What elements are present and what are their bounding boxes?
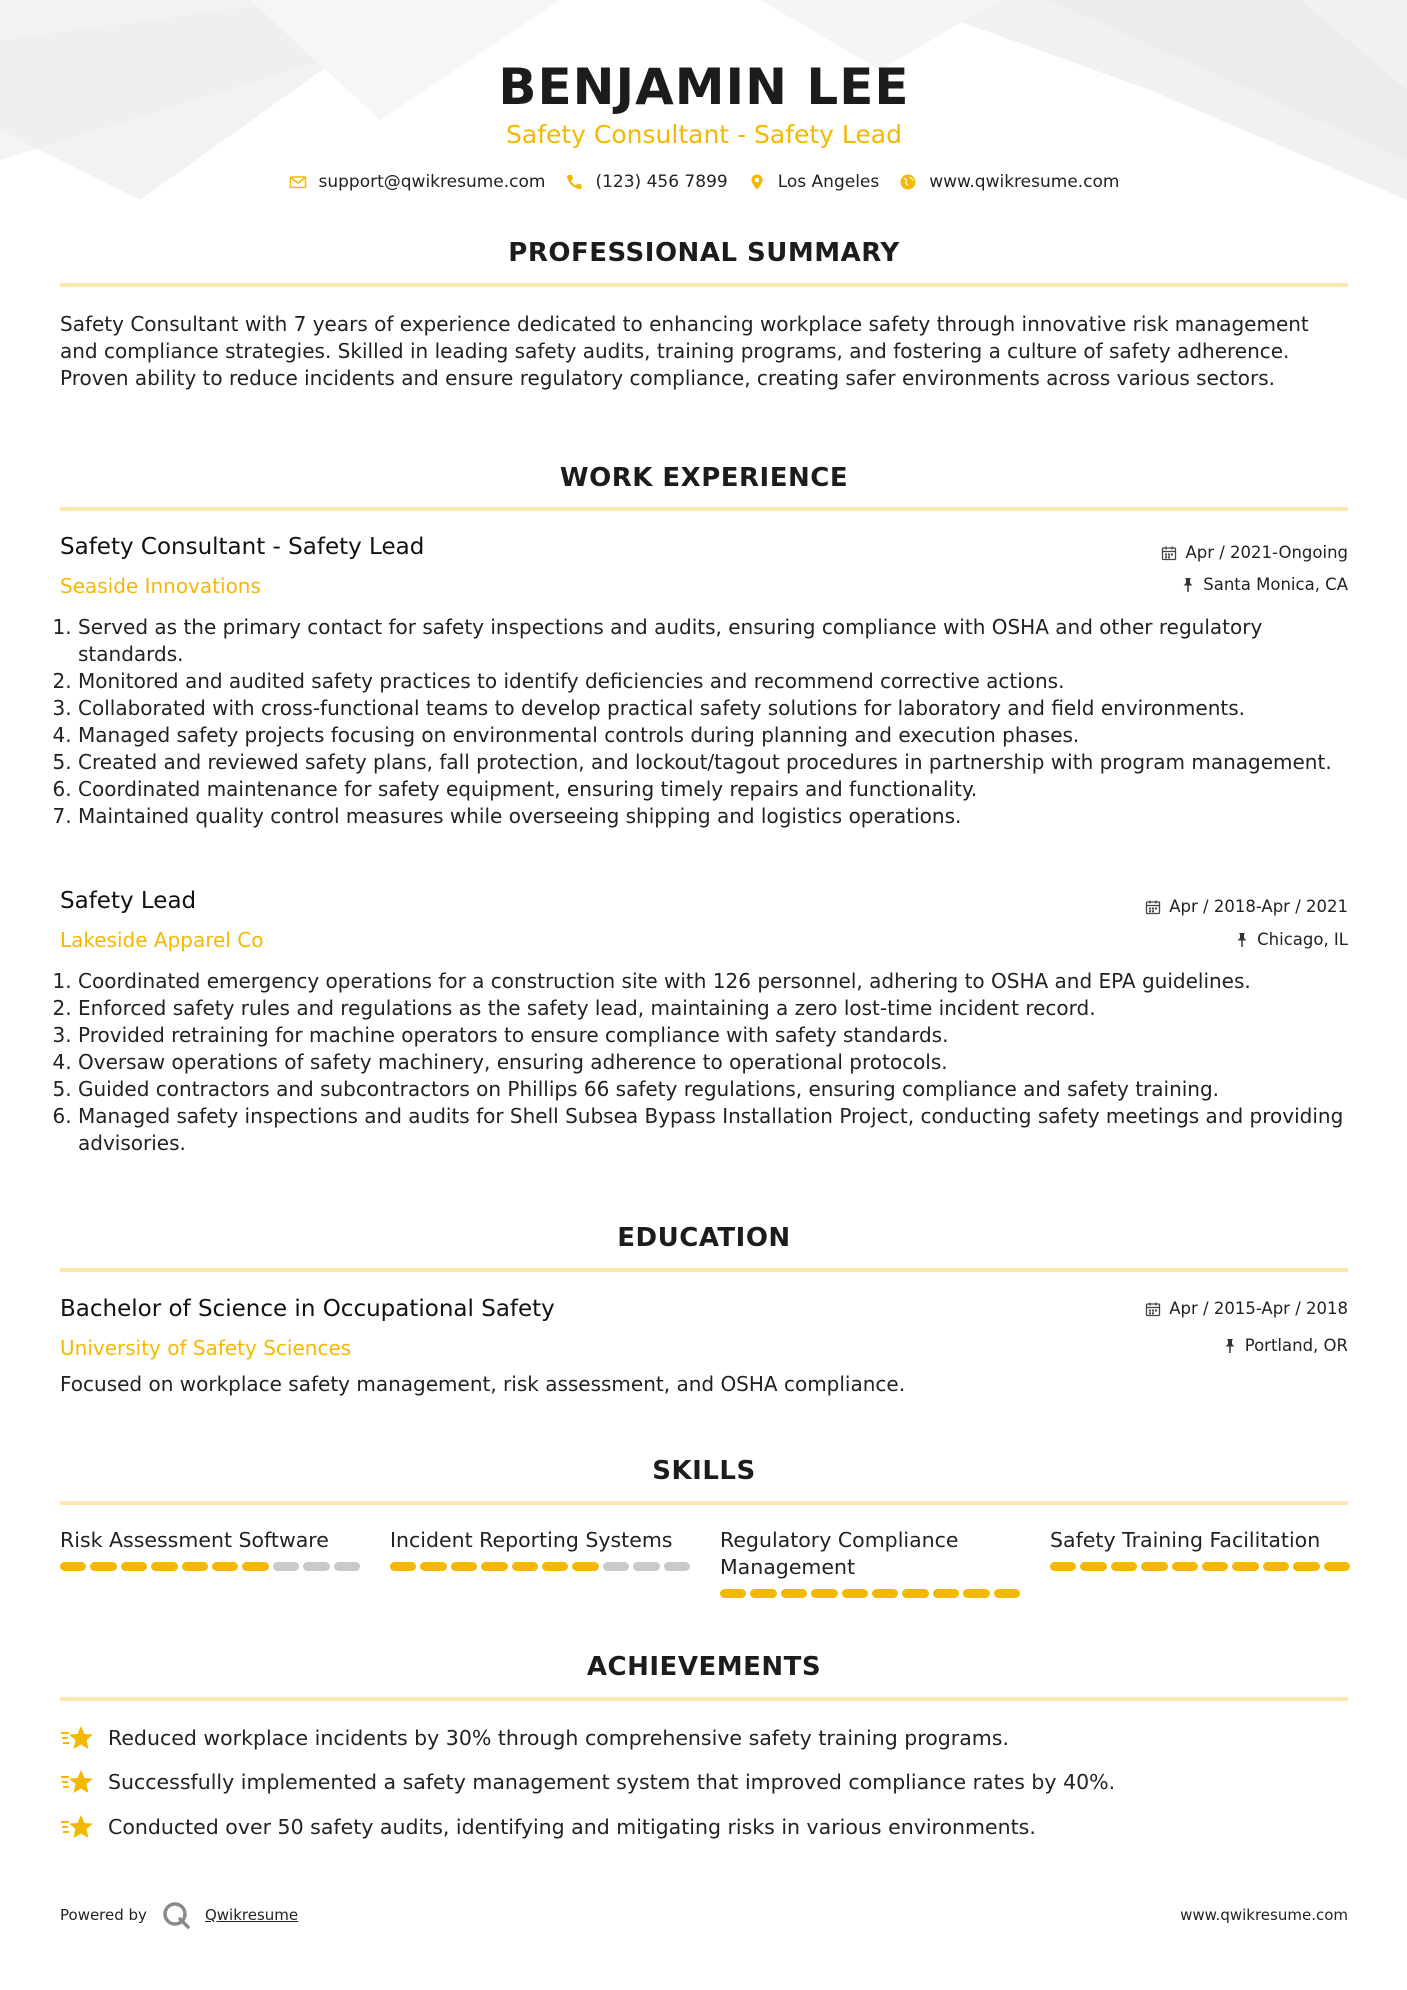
job-location xyxy=(1181,575,1348,594)
skill-level-segment-filled xyxy=(542,1562,568,1571)
footer-branding xyxy=(60,1900,298,1930)
skill-level-segment-empty xyxy=(303,1562,329,1571)
skill-level-segment-filled xyxy=(1050,1562,1076,1571)
calendar-icon xyxy=(1145,899,1161,915)
job-dates-text: Apr / 2018-Apr / 2021 xyxy=(1169,897,1348,916)
skill-level-segment-filled xyxy=(182,1562,208,1571)
experience-divider xyxy=(60,507,1348,511)
powered-by-label: Powered by xyxy=(60,1906,147,1924)
footer-website[interactable]: www.qwikresume.com xyxy=(1180,1906,1348,1924)
contact-email[interactable] xyxy=(289,172,546,192)
phone-text: (123) 456 7899 xyxy=(595,172,728,192)
skill-level-segment-filled xyxy=(121,1562,147,1571)
qwikresume-logo-icon xyxy=(161,1900,191,1930)
job-location-text: Santa Monica, CA xyxy=(1203,575,1348,594)
summary-heading: PROFESSIONAL SUMMARY xyxy=(508,238,900,268)
list-item: 6. Managed safety inspections and audits for Shell Subsea Bypass Installation Project, conducting safety meetings and providing advisories. xyxy=(78,1103,1348,1157)
skill-item xyxy=(720,1527,1020,1598)
skill-level-segment-filled xyxy=(90,1562,116,1571)
pushpin-icon xyxy=(1235,932,1249,948)
candidate-name: BENJAMIN LEE xyxy=(498,58,910,116)
job-location-text: Chicago, IL xyxy=(1257,930,1348,949)
skill-level-bar xyxy=(60,1562,360,1571)
star-icon xyxy=(60,1768,94,1796)
skill-level-segment-filled xyxy=(1202,1562,1228,1571)
skill-item xyxy=(1050,1527,1350,1571)
candidate-headline: Safety Consultant - Safety Lead xyxy=(506,120,902,149)
skill-level-segment-filled xyxy=(572,1562,598,1571)
achievement-item xyxy=(60,1724,1009,1752)
contact-website[interactable] xyxy=(899,172,1119,192)
achievement-text: Successfully implemented a safety management system that improved compliance rates by 40%. xyxy=(108,1770,1116,1794)
skill-level-segment-filled xyxy=(451,1562,477,1571)
skill-level-segment-filled xyxy=(872,1589,898,1598)
skill-name: Safety Training Facilitation xyxy=(1050,1528,1321,1552)
skill-level-segment-filled xyxy=(481,1562,507,1571)
list-item: 2. Enforced safety rules and regulations as the safety lead, maintaining a zero lost-time incident record. xyxy=(78,995,1348,1022)
globe-icon xyxy=(899,173,917,191)
list-item: 5. Created and reviewed safety plans, fall protection, and lockout/tagout procedures in partnership with program management. xyxy=(78,749,1348,776)
achievement-item xyxy=(60,1813,1036,1841)
job-dates-text: Apr / 2021-Ongoing xyxy=(1185,543,1348,562)
job-dates xyxy=(1161,543,1348,562)
skill-level-segment-filled xyxy=(933,1589,959,1598)
skill-level-segment-filled xyxy=(1172,1562,1198,1571)
list-item: 1. Coordinated emergency operations for a construction site with 126 personnel, adhering to OSHA and EPA guidelines. xyxy=(78,968,1348,995)
achievement-text: Reduced workplace incidents by 30% through comprehensive safety training programs. xyxy=(108,1726,1009,1750)
job-title: Safety Consultant - Safety Lead xyxy=(60,534,425,560)
summary-divider xyxy=(60,283,1348,287)
contact-location xyxy=(748,172,880,192)
skill-level-segment-empty xyxy=(334,1562,360,1571)
summary-text: Safety Consultant with 7 years of experience dedicated to enhancing workplace safety through innovative risk management and compliance strategies. Skilled in leading safety audits, training programs, and fostering a culture of safety adherence. Proven ability to reduce incidents and ensure regulatory compliance, creating safer environments across various sectors. xyxy=(60,312,1309,390)
list-item: 7. Maintained quality control measures while overseeing shipping and logistics operations. xyxy=(78,803,1348,830)
calendar-icon xyxy=(1161,545,1177,561)
list-item: 2. Monitored and audited safety practices to identify deficiencies and recommend corrective actions. xyxy=(78,668,1348,695)
skill-level-segment-empty xyxy=(273,1562,299,1571)
calendar-icon xyxy=(1145,1301,1161,1317)
skill-level-segment-empty xyxy=(664,1562,690,1571)
achievement-text: Conducted over 50 safety audits, identifying and mitigating risks in various environments. xyxy=(108,1815,1036,1839)
skill-level-segment-filled xyxy=(60,1562,86,1571)
skill-level-segment-filled xyxy=(781,1589,807,1598)
list-item: 1. Served as the primary contact for safety inspections and audits, ensuring compliance with OSHA and other regulatory standards. xyxy=(78,614,1348,668)
skill-level-segment-filled xyxy=(750,1589,776,1598)
experience-heading: WORK EXPERIENCE xyxy=(559,463,849,493)
degree-title: Bachelor of Science in Occupational Safety xyxy=(60,1296,555,1322)
list-item: 3. Collaborated with cross-functional teams to develop practical safety solutions for laboratory and field environments. xyxy=(78,695,1348,722)
skill-level-segment-filled xyxy=(1141,1562,1167,1571)
skill-level-segment-filled xyxy=(994,1589,1020,1598)
skill-name: Risk Assessment Software xyxy=(60,1528,329,1552)
skill-name: Incident Reporting Systems xyxy=(390,1528,673,1552)
job-responsibilities xyxy=(60,968,1348,1157)
job-location xyxy=(1235,930,1348,949)
pushpin-icon xyxy=(1181,577,1195,593)
skill-level-segment-filled xyxy=(212,1562,238,1571)
education-description: Focused on workplace safety management, risk assessment, and OSHA compliance. xyxy=(60,1372,906,1396)
education-heading: EDUCATION xyxy=(617,1223,791,1253)
job-title: Safety Lead xyxy=(60,888,197,914)
education-location-text: Portland, OR xyxy=(1244,1336,1348,1355)
skill-level-segment-filled xyxy=(512,1562,538,1571)
phone-icon xyxy=(565,173,583,191)
qwikresume-link[interactable]: Qwikresume xyxy=(204,1906,299,1924)
achievement-item xyxy=(60,1768,1115,1796)
skill-level-segment-filled xyxy=(1232,1562,1258,1571)
list-item: 5. Guided contractors and subcontractors on Phillips 66 safety regulations, ensuring compliance and safety training. xyxy=(78,1076,1348,1103)
skill-level-segment-filled xyxy=(811,1589,837,1598)
job-company: Seaside Innovations xyxy=(60,574,261,598)
star-icon xyxy=(60,1724,94,1752)
skill-level-segment-empty xyxy=(603,1562,629,1571)
education-divider xyxy=(60,1268,1348,1272)
achievements-heading: ACHIEVEMENTS xyxy=(586,1652,822,1682)
skill-level-bar xyxy=(720,1589,1020,1598)
skill-level-segment-filled xyxy=(390,1562,416,1571)
skill-level-segment-empty xyxy=(633,1562,659,1571)
list-item: 3. Provided retraining for machine operators to ensure compliance with safety standards. xyxy=(78,1022,1348,1049)
list-item: 4. Managed safety projects focusing on environmental controls during planning and execution phases. xyxy=(78,722,1348,749)
school-name: University of Safety Sciences xyxy=(60,1336,352,1360)
job-responsibilities xyxy=(60,614,1348,830)
education-location xyxy=(1223,1336,1348,1355)
skill-item xyxy=(390,1527,690,1571)
skill-level-segment-filled xyxy=(963,1589,989,1598)
skill-level-segment-filled xyxy=(1293,1562,1319,1571)
website-text: www.qwikresume.com xyxy=(929,172,1120,192)
pushpin-icon xyxy=(1223,1338,1237,1354)
envelope-icon xyxy=(289,173,307,191)
skill-level-bar xyxy=(390,1562,690,1571)
skill-level-segment-filled xyxy=(1111,1562,1137,1571)
contact-bar xyxy=(60,172,1348,192)
skill-level-segment-filled xyxy=(720,1589,746,1598)
location-text: Los Angeles xyxy=(777,172,880,192)
list-item: 4. Oversaw operations of safety machinery, ensuring adherence to operational protocols. xyxy=(78,1049,1348,1076)
skill-level-segment-filled xyxy=(242,1562,268,1571)
skills-heading: SKILLS xyxy=(652,1456,756,1486)
star-icon xyxy=(60,1813,94,1841)
map-pin-icon xyxy=(748,173,766,191)
contact-phone[interactable] xyxy=(565,172,727,192)
skill-item xyxy=(60,1527,360,1571)
skill-level-segment-filled xyxy=(420,1562,446,1571)
email-text: support@qwikresume.com xyxy=(318,172,546,192)
list-item: 6. Coordinated maintenance for safety equipment, ensuring timely repairs and functionality. xyxy=(78,776,1348,803)
skill-level-segment-filled xyxy=(1080,1562,1106,1571)
job-dates xyxy=(1145,897,1348,916)
skill-level-segment-filled xyxy=(1324,1562,1350,1571)
skill-level-bar xyxy=(1050,1562,1350,1571)
skill-level-segment-filled xyxy=(842,1589,868,1598)
skill-name: Regulatory Compliance Management xyxy=(720,1528,959,1579)
achievements-divider xyxy=(60,1697,1348,1701)
education-dates-text: Apr / 2015-Apr / 2018 xyxy=(1169,1299,1348,1318)
job-company: Lakeside Apparel Co xyxy=(60,928,264,952)
skill-level-segment-filled xyxy=(1263,1562,1289,1571)
education-dates xyxy=(1145,1299,1348,1318)
skill-level-segment-filled xyxy=(151,1562,177,1571)
skills-divider xyxy=(60,1501,1348,1505)
skill-level-segment-filled xyxy=(902,1589,928,1598)
